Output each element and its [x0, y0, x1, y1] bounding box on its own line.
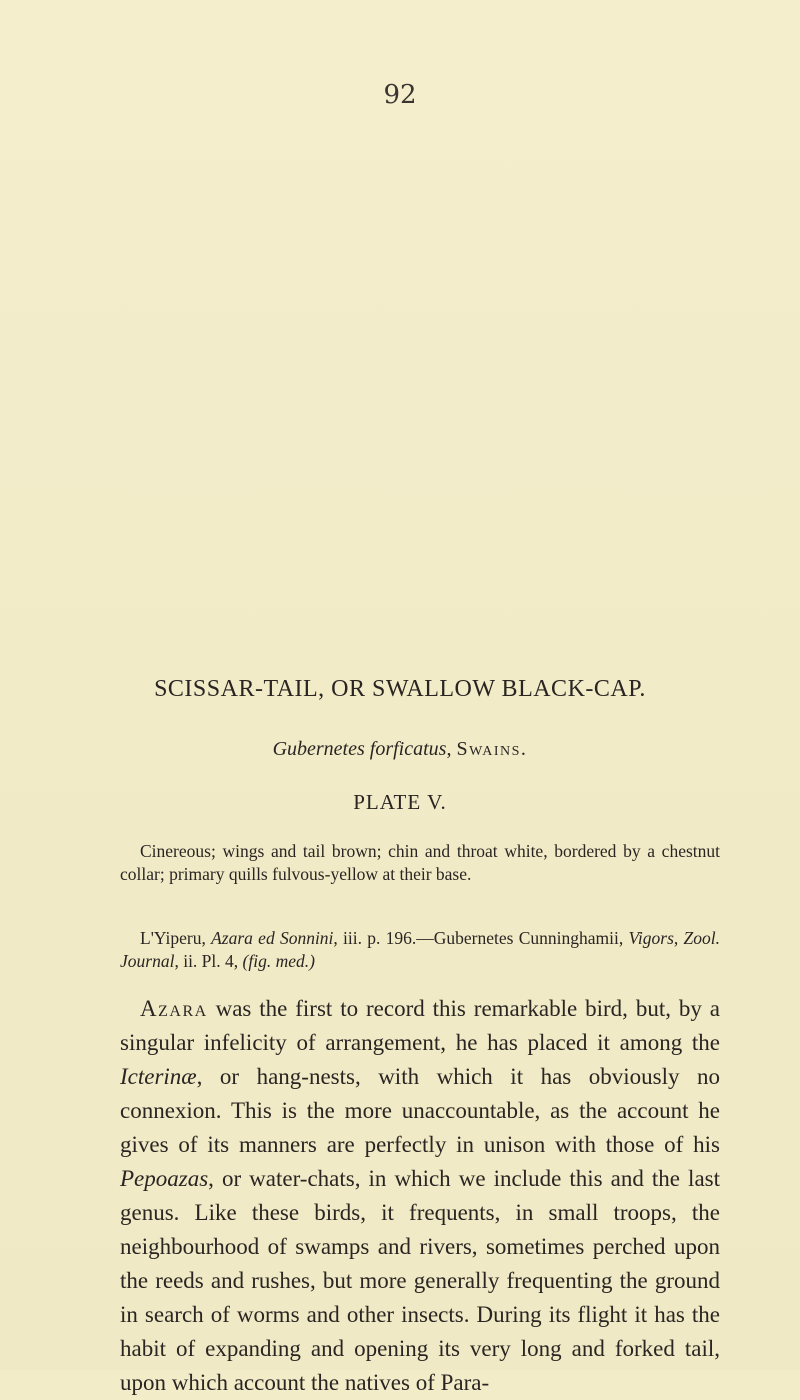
- body-italic-term: Pepoazas: [120, 1166, 209, 1191]
- plate-label: PLATE V.: [353, 790, 447, 814]
- synonymy-text: , iii. p. 196.—Gubernetes Cunninghamii,: [333, 928, 629, 948]
- subtitle-separator: ,: [446, 738, 457, 760]
- species-description: Cinereous; wings and tail brown; chin and throat white, bordered by a chestnut collar; primary quills fulvous-yellow at their base.: [120, 841, 720, 884]
- synonymy-citation: Vigors: [628, 928, 674, 948]
- body-text-run: , or hang-nests, with which it has obviously no connexion. This is the more unaccountable, as the account he gives of its manners are perfectly in unison with those of his: [120, 1064, 720, 1157]
- synonymy-text: L'Yiperu,: [140, 928, 212, 948]
- body-text-run: , or water-chats, in which we include this and the last genus. Like these birds, it frequents, in small troops, the neighbourhood of swamps and rivers, sometimes perched upon the reeds and rushes, but more generally frequenting the ground in search of worms and other insects. During its flight it has the habit of expanding and opening its very long and forked tail, upon which account the natives of Para-: [120, 1166, 720, 1395]
- species-title: SCISSAR-TAIL, OR SWALLOW BLACK-CAP.: [154, 676, 646, 702]
- body-paragraph: [120, 992, 720, 1400]
- lead-word: Azara: [140, 996, 208, 1021]
- synonymy-citation: (fig. med.): [242, 951, 315, 971]
- synonymy-citation: Zool. Journal: [120, 928, 720, 971]
- species-subtitle: [0, 738, 800, 761]
- page-number: 92: [383, 80, 417, 110]
- binomial-name: Gubernetes forficatus: [272, 738, 447, 760]
- taxonomic-authority: Swains.: [456, 738, 528, 760]
- synonymy-paragraph: [120, 927, 720, 973]
- synonymy-citation: Azara ed Sonnini: [211, 928, 334, 948]
- synonymy-text: ,: [673, 928, 684, 948]
- body-text-run: was the first to record this remarkable bird, but, by a singular infelicity of arrangement, he has placed it among the: [120, 996, 720, 1055]
- synonymy-text: , ii. Pl. 4,: [174, 951, 243, 971]
- body-italic-term: Icterinæ: [120, 1064, 197, 1089]
